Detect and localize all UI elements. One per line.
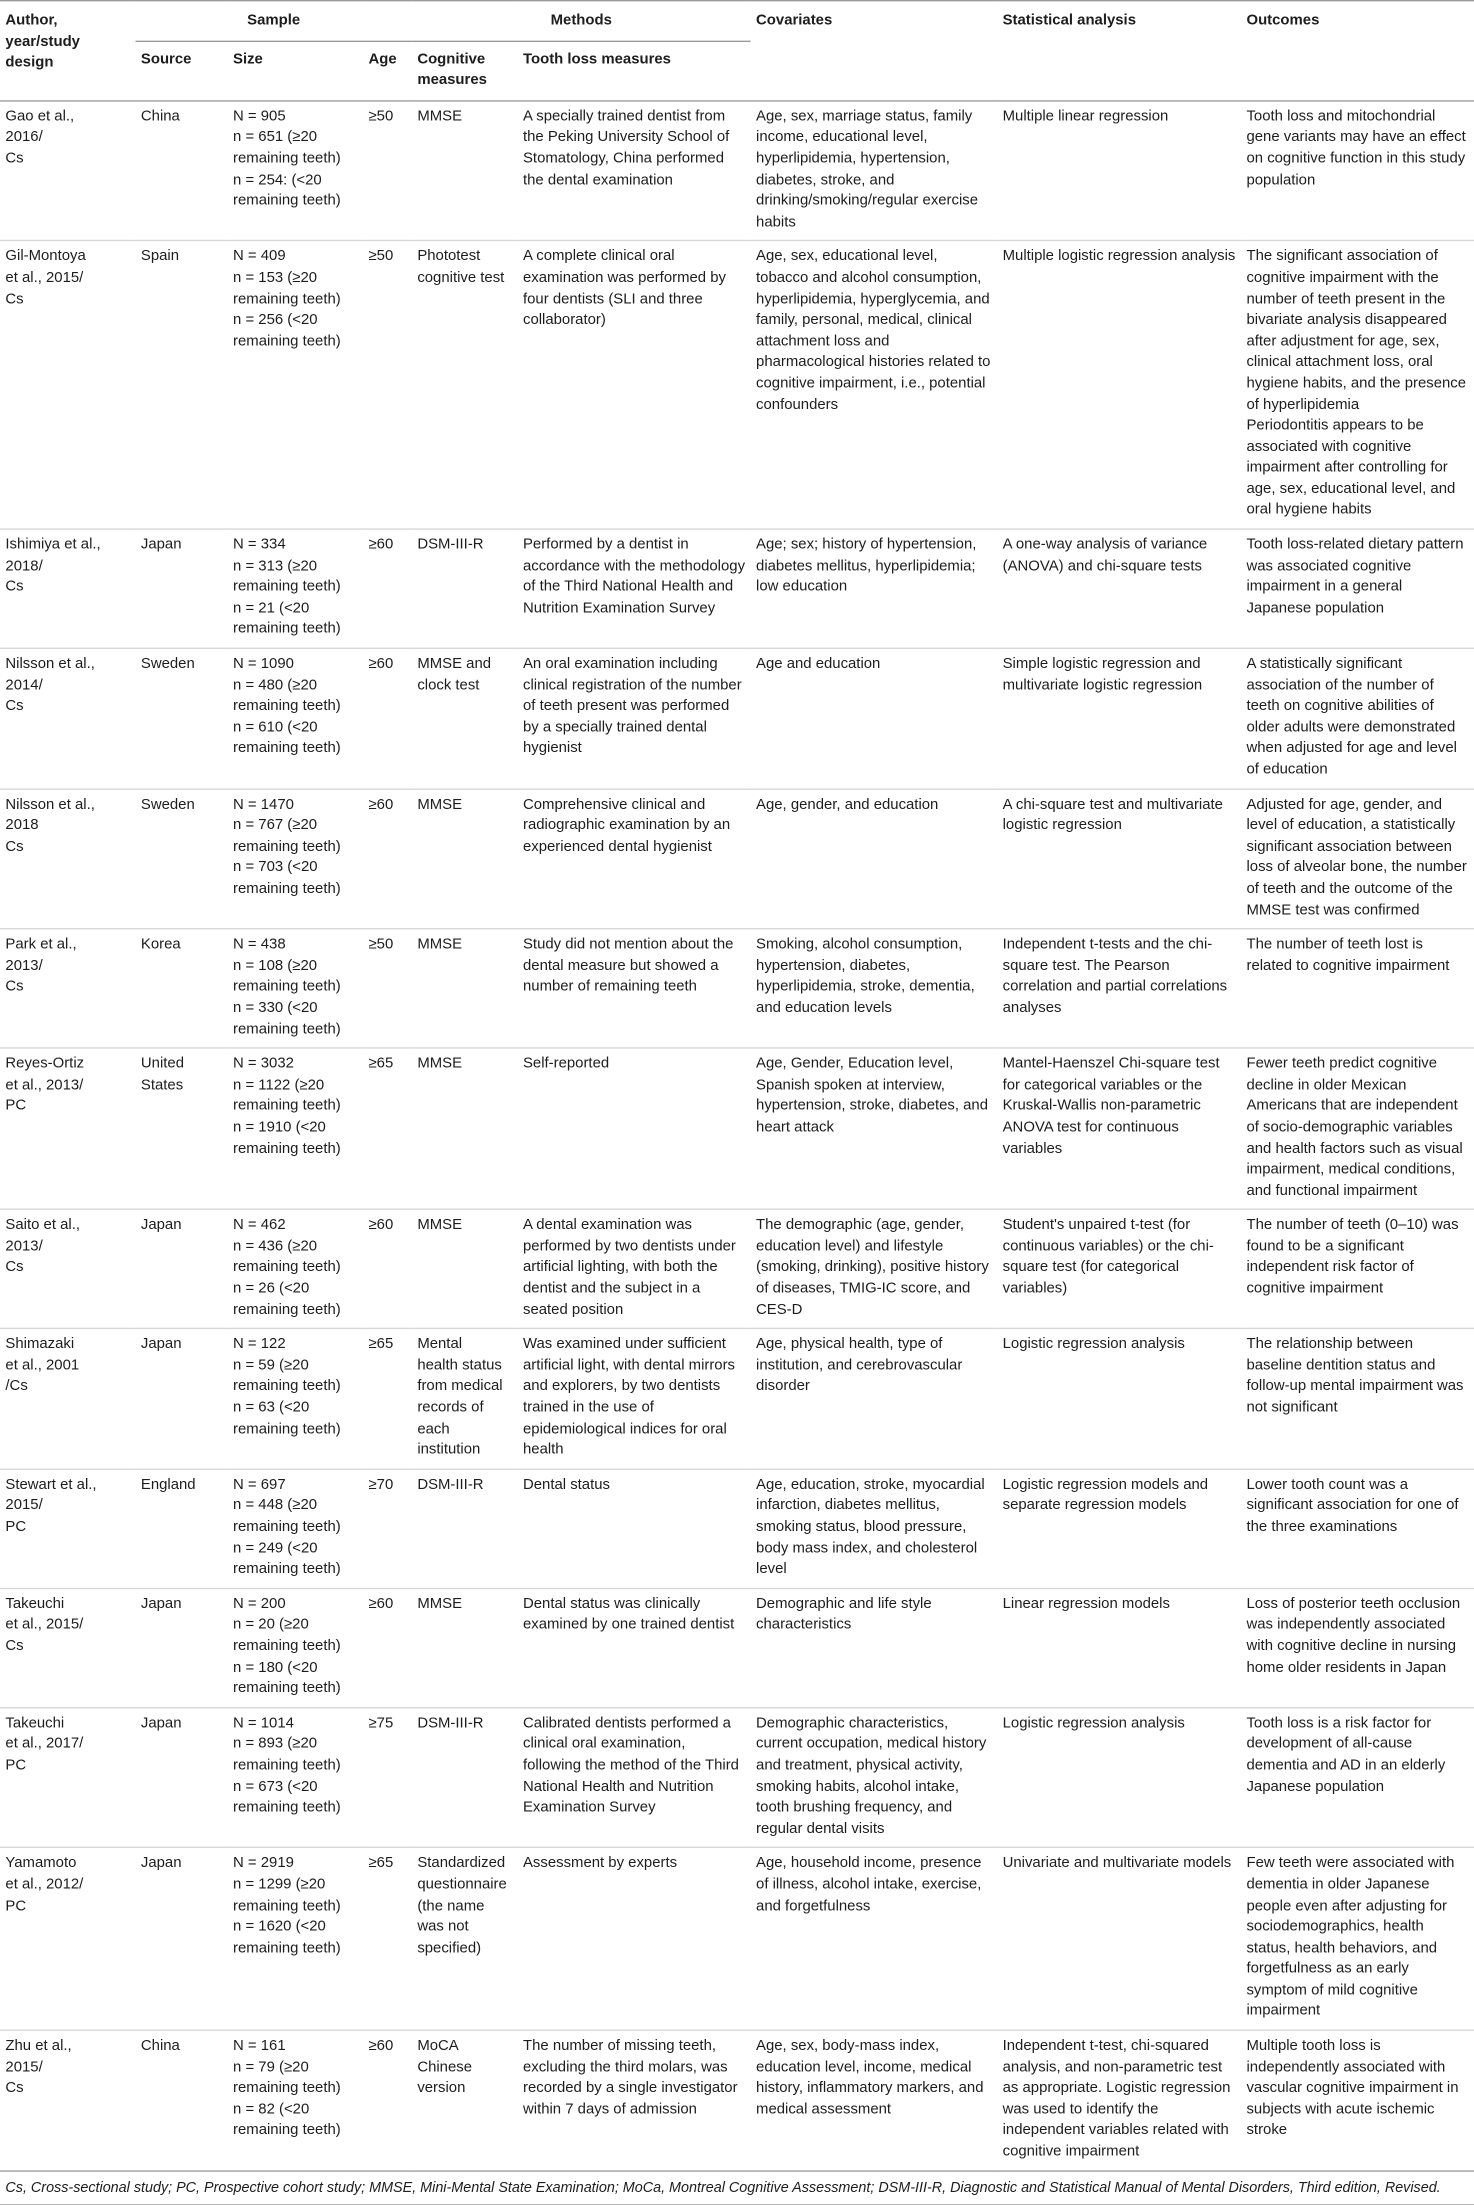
cell-cognitive-measures: Mental health status from medical records of each institution: [412, 1329, 518, 1469]
table-row: [0, 1848, 1474, 2031]
cell-source: China: [135, 101, 227, 241]
cell-age: ≥50: [363, 241, 412, 529]
table-row: [0, 1588, 1474, 1707]
cell-author: Gil-Montoya et al., 2015/ Cs: [0, 241, 135, 529]
cell-statistical-analysis: Multiple linear regression: [997, 101, 1241, 241]
table-row: [0, 1707, 1474, 1847]
cell-cognitive-measures: MMSE: [412, 101, 518, 241]
header-size: Size: [228, 41, 363, 101]
cell-covariates: Age, education, stroke, myocardial infarction, diabetes mellitus, smoking status, blood pressure, body mass index, and cholesterol level: [751, 1469, 998, 1588]
cell-outcomes: The number of teeth (0–10) was found to be a significant independent risk factor of cognitive impairment: [1241, 1210, 1474, 1329]
cell-source: England: [135, 1469, 227, 1588]
cell-source: Japan: [135, 1210, 227, 1329]
cell-author: Stewart et al., 2015/ PC: [0, 1469, 135, 1588]
cell-age: ≥60: [363, 789, 412, 929]
cell-tooth-loss-measures: Calibrated dentists performed a clinical oral examination, following the method of the Third National Health and Nutrition Examination Survey: [518, 1707, 751, 1847]
cell-author: Takeuchi et al., 2017/ PC: [0, 1707, 135, 1847]
cell-tooth-loss-measures: A complete clinical oral examination was performed by four dentists (SLI and three collaborator): [518, 241, 751, 529]
cell-statistical-analysis: Logistic regression analysis: [997, 1707, 1241, 1847]
table-footnote: Cs, Cross-sectional study; PC, Prospective cohort study; MMSE, Mini-Mental State Examination; MoCa, Montreal Cognitive Assessment; DSM-III-R, Diagnostic and Statistical Manual of Mental Disorders, Third edition, Revised.: [0, 2171, 1474, 2205]
cell-covariates: Age, sex, marriage status, family income, educational level, hyperlipidemia, hypertension, diabetes, stroke, and drinking/smoking/regular exercise habits: [751, 101, 998, 241]
cell-covariates: Age, physical health, type of institution, and cerebrovascular disorder: [751, 1329, 998, 1469]
cell-sample-size: N = 438 n = 108 (≥20 remaining teeth) n = 330 (<20 remaining teeth): [228, 929, 363, 1048]
cell-tooth-loss-measures: Self-reported: [518, 1048, 751, 1209]
cell-tooth-loss-measures: Was examined under sufficient artificial light, with dental mirrors and explorers, by two dentists trained in the use of epidemiological indices for oral health: [518, 1329, 751, 1469]
cell-author: Gao et al., 2016/ Cs: [0, 101, 135, 241]
header-covariates: Covariates: [751, 1, 998, 101]
cell-covariates: Age, Gender, Education level, Spanish spoken at interview, hypertension, stroke, diabetes, and heart attack: [751, 1048, 998, 1209]
table-row: [0, 789, 1474, 929]
header-source: Source: [135, 41, 227, 101]
cell-source: Spain: [135, 241, 227, 529]
cell-age: ≥50: [363, 101, 412, 241]
cell-cognitive-measures: DSM-III-R: [412, 1469, 518, 1588]
cell-source: Sweden: [135, 789, 227, 929]
cell-age: ≥65: [363, 1329, 412, 1469]
cell-covariates: Age, sex, body-mass index, education level, income, medical history, inflammatory markers, and medical assessment: [751, 2030, 998, 2170]
header-sample: Sample: [135, 1, 411, 41]
cell-covariates: Age, sex, educational level, tobacco and alcohol consumption, hyperlipidemia, hyperglycemia, and family, personal, medical, clinical attachment loss and pharmacological histories related to cognitive impairment, i.e., potential confounders: [751, 241, 998, 529]
cell-sample-size: N = 1014 n = 893 (≥20 remaining teeth) n = 673 (<20 remaining teeth): [228, 1707, 363, 1847]
cell-age: ≥60: [363, 2030, 412, 2170]
cell-outcomes: Fewer teeth predict cognitive decline in older Mexican Americans that are independent of socio-demographic variables and health factors such as visual impairment, medical conditions, and functional impairment: [1241, 1048, 1474, 1209]
cell-cognitive-measures: MMSE: [412, 929, 518, 1048]
cell-author: Shimazaki et al., 2001 /Cs: [0, 1329, 135, 1469]
cell-source: Japan: [135, 1588, 227, 1707]
table-row: [0, 1469, 1474, 1588]
cell-author: Zhu et al., 2015/ Cs: [0, 2030, 135, 2170]
cell-sample-size: N = 161 n = 79 (≥20 remaining teeth) n = 82 (<20 remaining teeth): [228, 2030, 363, 2170]
cell-sample-size: N = 3032 n = 1122 (≥20 remaining teeth) n = 1910 (<20 remaining teeth): [228, 1048, 363, 1209]
cell-tooth-loss-measures: A dental examination was performed by two dentists under artificial lighting, with both the dentist and the subject in a seated position: [518, 1210, 751, 1329]
cell-cognitive-measures: MMSE and clock test: [412, 648, 518, 788]
cell-statistical-analysis: Independent t-tests and the chi-square test. The Pearson correlation and partial correlations analyses: [997, 929, 1241, 1048]
cell-age: ≥60: [363, 1210, 412, 1329]
header-outcomes: Outcomes: [1241, 1, 1474, 101]
cell-age: ≥65: [363, 1048, 412, 1209]
cell-cognitive-measures: MMSE: [412, 1048, 518, 1209]
cell-tooth-loss-measures: Dental status was clinically examined by one trained dentist: [518, 1588, 751, 1707]
cell-statistical-analysis: Linear regression models: [997, 1588, 1241, 1707]
cell-tooth-loss-measures: Dental status: [518, 1469, 751, 1588]
cell-outcomes: Tooth loss-related dietary pattern was associated cognitive impairment in a general Japanese population: [1241, 529, 1474, 648]
cell-statistical-analysis: A chi-square test and multivariate logistic regression: [997, 789, 1241, 929]
cell-covariates: Age; sex; history of hypertension, diabetes mellitus, hyperlipidemia; low education: [751, 529, 998, 648]
cell-sample-size: N = 409 n = 153 (≥20 remaining teeth) n = 256 (<20 remaining teeth): [228, 241, 363, 529]
cell-tooth-loss-measures: Comprehensive clinical and radiographic examination by an experienced dental hygienist: [518, 789, 751, 929]
cell-author: Park et al., 2013/ Cs: [0, 929, 135, 1048]
cell-covariates: The demographic (age, gender, education level) and lifestyle (smoking, drinking), positive history of diseases, TMIG-IC score, and CES-D: [751, 1210, 998, 1329]
cell-author: Nilsson et al., 2014/ Cs: [0, 648, 135, 788]
cell-tooth-loss-measures: Assessment by experts: [518, 1848, 751, 2031]
cell-author: Reyes-Ortiz et al., 2013/ PC: [0, 1048, 135, 1209]
cell-author: Saito et al., 2013/ Cs: [0, 1210, 135, 1329]
cell-source: Japan: [135, 529, 227, 648]
cell-outcomes: Few teeth were associated with dementia in older Japanese people even after adjusting for sociodemographics, health status, health behaviors, and forgetfulness as an early symptom of mild cognitive impairment: [1241, 1848, 1474, 2031]
cell-cognitive-measures: MoCA Chinese version: [412, 2030, 518, 2170]
header-statistical-analysis: Statistical analysis: [997, 1, 1241, 101]
cell-tooth-loss-measures: Study did not mention about the dental measure but showed a number of remaining teeth: [518, 929, 751, 1048]
table-row: [0, 1210, 1474, 1329]
cell-source: United States: [135, 1048, 227, 1209]
cell-age: ≥70: [363, 1469, 412, 1588]
cell-outcomes: Adjusted for age, gender, and level of education, a statistically significant association between loss of alveolar bone, the number of teeth and the outcome of the MMSE test was confirmed: [1241, 789, 1474, 929]
cell-sample-size: N = 200 n = 20 (≥20 remaining teeth) n = 180 (<20 remaining teeth): [228, 1588, 363, 1707]
cell-covariates: Age and education: [751, 648, 998, 788]
table-row: [0, 529, 1474, 648]
cell-source: Japan: [135, 1707, 227, 1847]
cell-age: ≥60: [363, 648, 412, 788]
table-row: [0, 101, 1474, 241]
cell-outcomes: A statistically significant association of the number of teeth on cognitive abilities of older adults were demonstrated when adjusted for age and level of education: [1241, 648, 1474, 788]
cell-covariates: Age, household income, presence of illness, alcohol intake, exercise, and forgetfulness: [751, 1848, 998, 2031]
header-methods: Methods: [412, 1, 751, 41]
cell-sample-size: N = 334 n = 313 (≥20 remaining teeth) n = 21 (<20 remaining teeth): [228, 529, 363, 648]
cell-cognitive-measures: MMSE: [412, 789, 518, 929]
cell-cognitive-measures: Standardized questionnaire (the name was not specified): [412, 1848, 518, 2031]
header-author: Author, year/study design: [0, 1, 135, 101]
cell-outcomes: Lower tooth count was a significant association for one of the three examinations: [1241, 1469, 1474, 1588]
cell-author: Ishimiya et al., 2018/ Cs: [0, 529, 135, 648]
cell-cognitive-measures: MMSE: [412, 1210, 518, 1329]
cell-outcomes: The number of teeth lost is related to cognitive impairment: [1241, 929, 1474, 1048]
cell-outcomes: Multiple tooth loss is independently associated with vascular cognitive impairment in subjects with acute ischemic stroke: [1241, 2030, 1474, 2170]
cell-author: Nilsson et al., 2018 Cs: [0, 789, 135, 929]
cell-statistical-analysis: Independent t-test, chi-squared analysis, and non-parametric test as appropriate. Logistic regression was used to identify the independent variables related with cognitive impairment: [997, 2030, 1241, 2170]
header-tooth-loss-measures: Tooth loss measures: [518, 41, 751, 101]
header-age: Age: [363, 41, 412, 101]
cell-statistical-analysis: Univariate and multivariate models: [997, 1848, 1241, 2031]
cell-outcomes: Loss of posterior teeth occlusion was independently associated with cognitive decline in nursing home older residents in Japan: [1241, 1588, 1474, 1707]
cell-age: ≥65: [363, 1848, 412, 2031]
cell-outcomes: The relationship between baseline dentition status and follow-up mental impairment was not significant: [1241, 1329, 1474, 1469]
cell-cognitive-measures: DSM-III-R: [412, 1707, 518, 1847]
cell-covariates: Age, gender, and education: [751, 789, 998, 929]
cell-sample-size: N = 1470 n = 767 (≥20 remaining teeth) n = 703 (<20 remaining teeth): [228, 789, 363, 929]
cell-statistical-analysis: Logistic regression analysis: [997, 1329, 1241, 1469]
cell-covariates: Demographic and life style characteristics: [751, 1588, 998, 1707]
cell-tooth-loss-measures: An oral examination including clinical registration of the number of teeth present was performed by a specially trained dental hygienist: [518, 648, 751, 788]
cell-author: Yamamoto et al., 2012/ PC: [0, 1848, 135, 2031]
cell-sample-size: N = 462 n = 436 (≥20 remaining teeth) n = 26 (<20 remaining teeth): [228, 1210, 363, 1329]
cell-cognitive-measures: DSM-III-R: [412, 529, 518, 648]
table-row: [0, 1048, 1474, 1209]
cell-cognitive-measures: MMSE: [412, 1588, 518, 1707]
cell-sample-size: N = 122 n = 59 (≥20 remaining teeth) n = 63 (<20 remaining teeth): [228, 1329, 363, 1469]
cell-source: Korea: [135, 929, 227, 1048]
cell-statistical-analysis: Multiple logistic regression analysis: [997, 241, 1241, 529]
cell-source: China: [135, 2030, 227, 2170]
cell-covariates: Smoking, alcohol consumption, hypertension, diabetes, hyperlipidemia, stroke, dementia, and education levels: [751, 929, 998, 1048]
cell-tooth-loss-measures: A specially trained dentist from the Peking University School of Stomatology, China performed the dental examination: [518, 101, 751, 241]
table-row: [0, 929, 1474, 1048]
cell-statistical-analysis: A one-way analysis of variance (ANOVA) and chi-square tests: [997, 529, 1241, 648]
cell-statistical-analysis: Mantel-Haenszel Chi-square test for categorical variables or the Kruskal-Wallis non-parametric ANOVA test for continuous variables: [997, 1048, 1241, 1209]
cell-source: Sweden: [135, 648, 227, 788]
cell-cognitive-measures: Phototest cognitive test: [412, 241, 518, 529]
table-row: [0, 2030, 1474, 2170]
cell-source: Japan: [135, 1848, 227, 2031]
cell-age: ≥75: [363, 1707, 412, 1847]
cell-age: ≥60: [363, 1588, 412, 1707]
cell-outcomes: Tooth loss and mitochondrial gene variants may have an effect on cognitive function in this study population: [1241, 101, 1474, 241]
cell-sample-size: N = 905 n = 651 (≥20 remaining teeth) n = 254: (<20 remaining teeth): [228, 101, 363, 241]
cell-sample-size: N = 2919 n = 1299 (≥20 remaining teeth) n = 1620 (<20 remaining teeth): [228, 1848, 363, 2031]
cell-covariates: Demographic characteristics, current occupation, medical history and treatment, physical activity, smoking habits, alcohol intake, tooth brushing frequency, and regular dental visits: [751, 1707, 998, 1847]
table-row: [0, 1329, 1474, 1469]
cell-source: Japan: [135, 1329, 227, 1469]
cell-sample-size: N = 697 n = 448 (≥20 remaining teeth) n = 249 (<20 remaining teeth): [228, 1469, 363, 1588]
cell-author: Takeuchi et al., 2015/ Cs: [0, 1588, 135, 1707]
cell-sample-size: N = 1090 n = 480 (≥20 remaining teeth) n = 610 (<20 remaining teeth): [228, 648, 363, 788]
table-row: [0, 241, 1474, 529]
cell-age: ≥60: [363, 529, 412, 648]
cell-statistical-analysis: Simple logistic regression and multivariate logistic regression: [997, 648, 1241, 788]
cell-age: ≥50: [363, 929, 412, 1048]
cell-outcomes: Tooth loss is a risk factor for development of all-cause dementia and AD in an elderly Japanese population: [1241, 1707, 1474, 1847]
cell-tooth-loss-measures: Performed by a dentist in accordance with the methodology of the Third National Health and Nutrition Examination Survey: [518, 529, 751, 648]
table-row: [0, 648, 1474, 788]
cell-statistical-analysis: Logistic regression models and separate regression models: [997, 1469, 1241, 1588]
table-body: [0, 101, 1474, 2171]
cell-statistical-analysis: Student's unpaired t-test (for continuous variables) or the chi-square test (for categorical variables): [997, 1210, 1241, 1329]
cell-outcomes: The significant association of cognitive impairment with the number of teeth present in the bivariate analysis disappeared after adjustment for age, sex, clinical attachment loss, oral hygiene habits, and the presence of hyperlipidemia Periodontitis appears to be associated with cognitive impairment after controlling for age, sex, educational level, and oral hygiene habits: [1241, 241, 1474, 529]
cell-tooth-loss-measures: The number of missing teeth, excluding the third molars, was recorded by a single investigator within 7 days of admission: [518, 2030, 751, 2170]
header-cognitive-measures: Cognitive measures: [412, 41, 518, 101]
